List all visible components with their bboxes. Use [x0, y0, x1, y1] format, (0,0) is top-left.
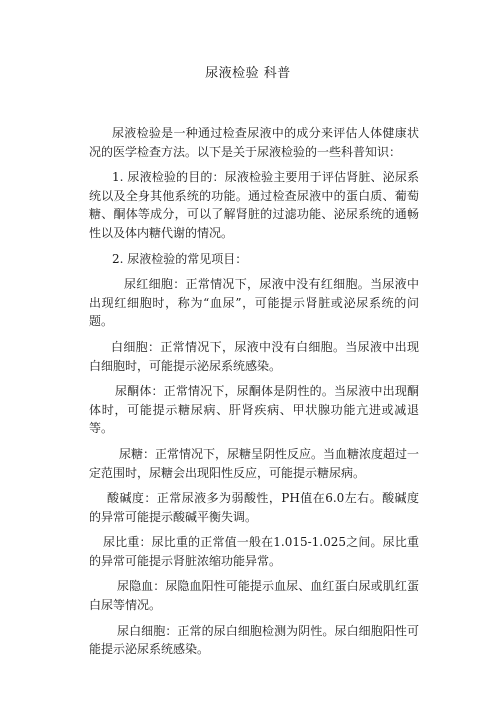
occult-blood-paragraph: 尿隐血：尿隐血阳性可能提示血尿、血红蛋白尿或肌红蛋白尿等情况。: [89, 579, 419, 613]
glucose-paragraph: 尿糖：正常情况下，尿糖呈阴性反应。当血糖浓度超过一定范围时，尿糖会出现阳性反应，可能提示糖尿病。: [89, 446, 420, 480]
white-blood-cell-paragraph: 白细胞：正常情况下，尿液中没有白细胞。当尿液中出现白细胞时，可能提示泌尿系统感染。: [89, 339, 419, 373]
document-body: [89, 124, 419, 666]
red-blood-cell-paragraph: 尿红细胞：正常情况下，尿液中没有红细胞。当尿液中出现红细胞时，称为“血尿”，可能提示肾脏或泌尿系统的问题。: [89, 277, 419, 329]
common-items-heading: 2. 尿液检验的常见项目：: [112, 251, 248, 266]
purpose-paragraph: 1. 尿液检验的目的：尿液检验主要用于评估肾脏、泌尿系统以及全身其他系统的功能。通过检查尿液中的蛋白质、葡萄糖、酮体等成分，可以了解肾脏的过滤功能、泌尿系统的通畅性以及体内糖代谢的情况。: [89, 170, 419, 240]
page-title: 尿液检验 科普: [205, 66, 291, 81]
urine-white-cell-paragraph: 尿白细胞：正常的尿白细胞检测为阴性。尿白细胞阳性可能提示泌尿系统感染。: [89, 623, 419, 657]
ketone-paragraph: 尿酮体：正常情况下，尿酮体是阴性的。当尿液中出现酮体时，可能提示糖尿病、肝肾疾病、甲状腺功能亢进或减退等。: [89, 384, 419, 436]
specific-gravity-paragraph: 尿比重：尿比重的正常值一般在1.015-1.025之间。尿比重的异常可能提示肾脏浓缩功能异常。: [89, 535, 419, 568]
ph-paragraph: 酸碱度：正常尿液多为弱酸性，PH值在6.0左右。酸碱度的异常可能提示酸碱平衡失调。: [89, 491, 419, 524]
intro-paragraph: 尿液检验是一种通过检查尿液中的成分来评估人体健康状况的医学检查方法。以下是关于尿液检验的一些科普知识：: [89, 126, 419, 159]
